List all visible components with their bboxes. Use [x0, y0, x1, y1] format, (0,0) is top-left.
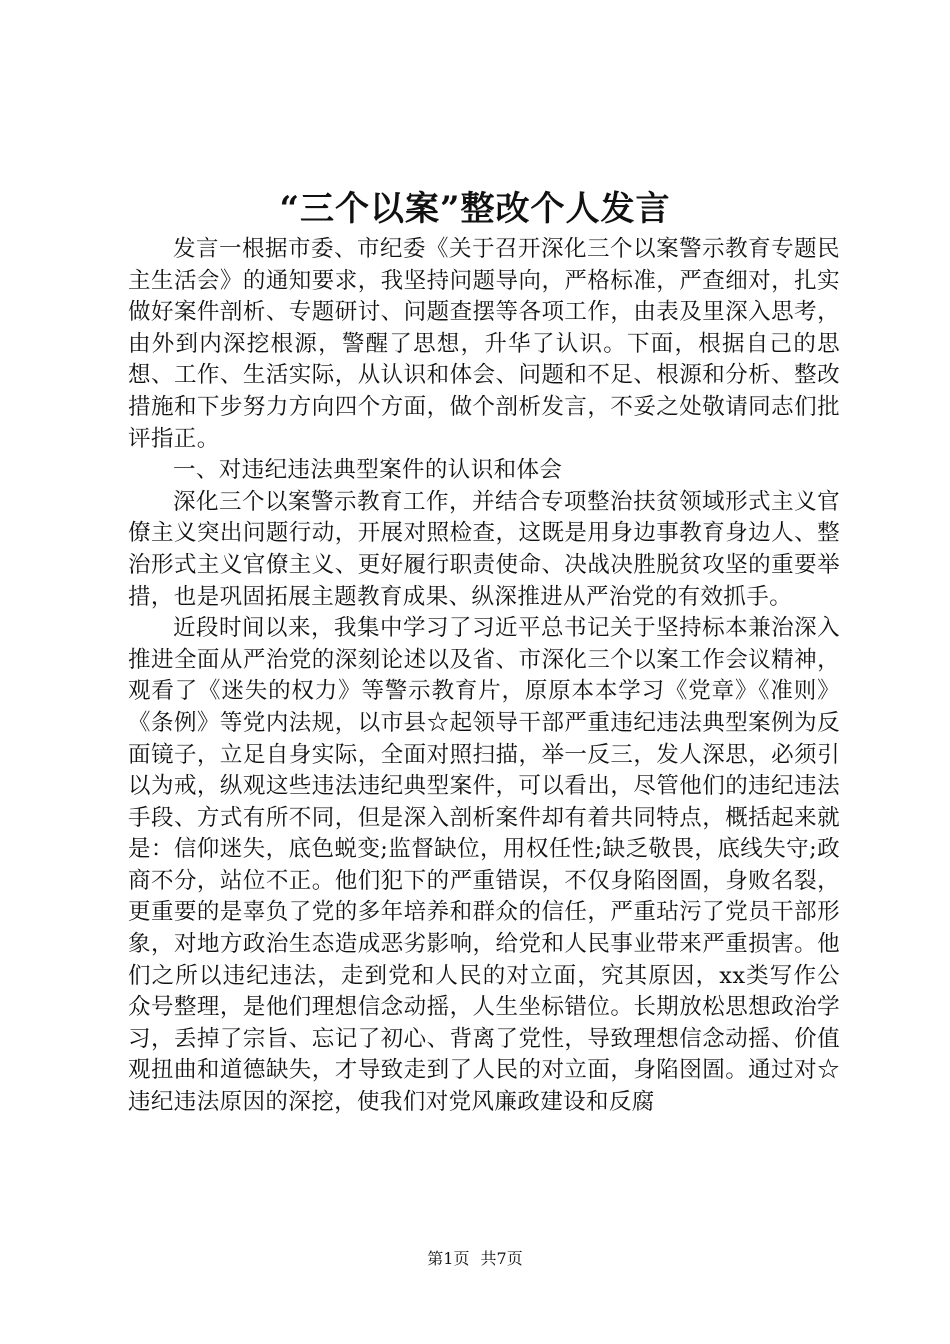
paragraph-intro: 发言一根据市委、市纪委《关于召开深化三个以案警示教育专题民主生活会》的通知要求，我坚持问题导向，严格标准，严查细对，扎实做好案件剖析、专题研讨、问题查摆等各项工作，由表及里深入思考，由外到内深挖根源，警醒了思想，升华了认识。下面，根据自己的思想、工作、生活实际，从认识和体会、问题和不足、根源和分析、整改措施和下步努力方向四个方面，做个剖析发言，不妥之处敬请同志们批评指正。 [128, 236, 840, 452]
section-heading-1: 一、对违纪违法典型案件的认识和体会 [173, 457, 563, 484]
paragraph-3: 近段时间以来，我集中学习了习近平总书记关于坚持标本兼治深入推进全面从严治党的深刻论述以及省、市深化三个以案工作会议精神，观看了《迷失的权力》等警示教育片，原原本本学习《党章》《准则》《条例》等党内法规，以市县☆起领导干部严重违纪违法典型案例为反面镜子，立足自身实际，全面对照扫描，举一反三，发人深思，必须引以为戒，纵观这些违法违纪典型案件，可以看出，尽管他们的违纪违法手段、方式有所不同，但是深入剖析案件却有着共同特点，概括起来就是：信仰迷失，底色蜕变;监督缺位，用权任性;缺乏敬畏，底线失守;政商不分，站位不正。他们犯下的严重错误，不仅身陷囹圄，身败名裂，更重要的是辜负了党的多年培养和群众的信任，严重玷污了党员干部形象，对地方政治生态造成恶劣影响，给党和人民事业带来严重损害。他们之所以违纪违法，走到党和人民的对立面，究其原因，xx类写作公众号整理，是他们理想信念动摇，人生坐标错位。长期放松思想政治学习，丢掉了宗旨、忘记了初心、背离了党性，导致理想信念动摇、价值观扭曲和道德缺失，才导致走到了人民的对立面，身陷囹圄。通过对☆违纪违法原因的深挖，使我们对党风廉政建设和反腐 [128, 615, 840, 1116]
document-title: “三个以案”整改个人发言 [279, 189, 671, 229]
page-total: 共7页 [480, 1249, 523, 1268]
page-number: 第1页 [427, 1249, 470, 1268]
paragraph-2: 深化三个以案警示教育工作，并结合专项整治扶贫领域形式主义官僚主义突出问题行动，开展对照检查，这既是用身边事教育身边人、整治形式主义官僚主义、更好履行职责使命、决战决胜脱贫攻坚的重要举措，也是巩固拓展主题教育成果、纵深推进从严治党的有效抓手。 [128, 488, 840, 610]
document-body [128, 234, 840, 1119]
page-footer [0, 1248, 950, 1270]
